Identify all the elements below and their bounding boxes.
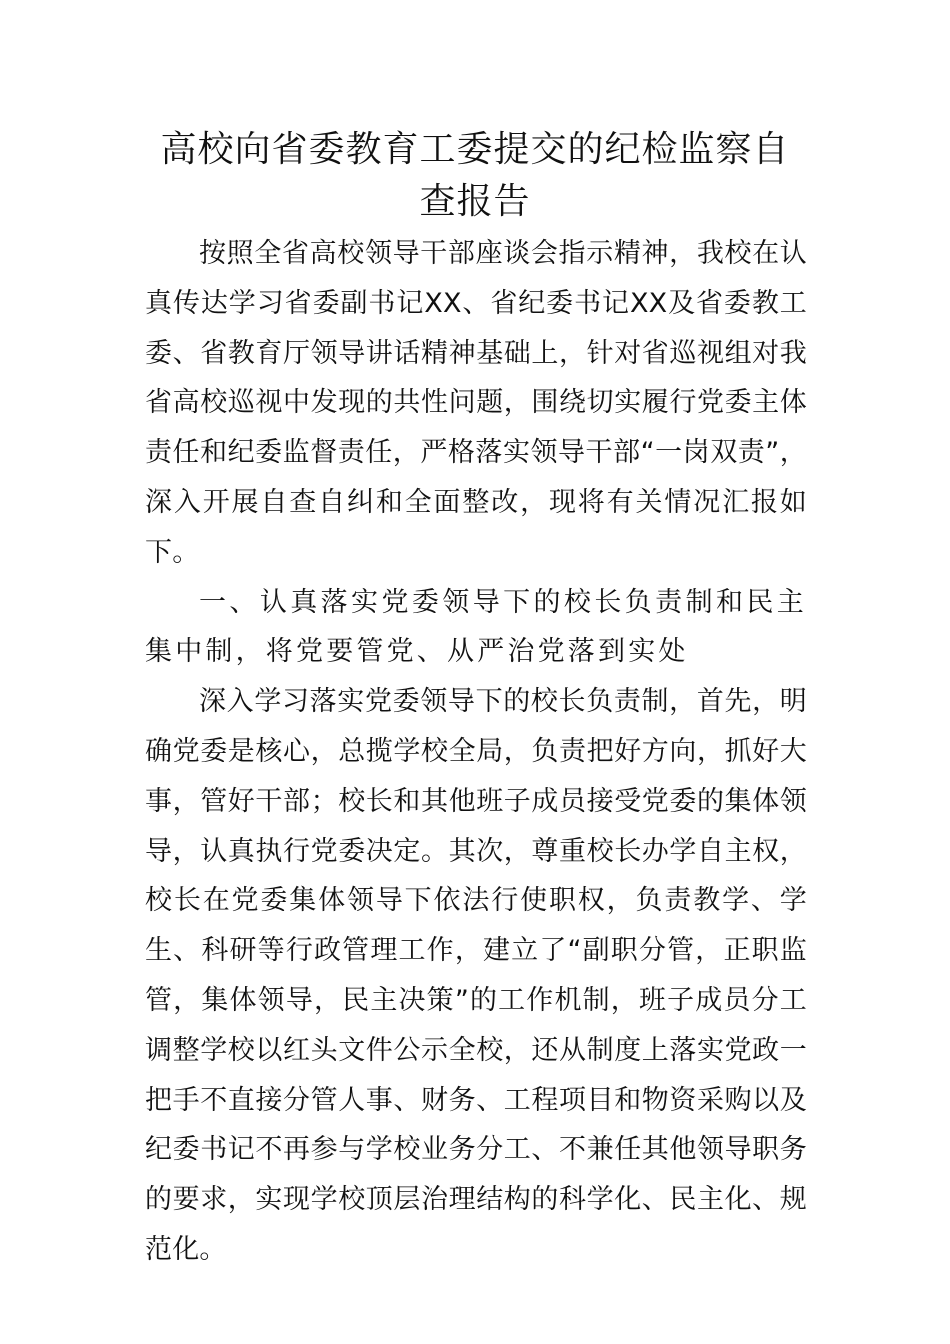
document-title: 高校向省委教育工委提交的纪检监察自查报告: [160, 129, 790, 222]
section-paragraph: 深入学习落实党委领导下的校长负责制，首先，明确党委是核心，总揽学校全局，负责把好方向，抓好大事，管好干部；校长和其他班子成员接受党委的集体领导，认真执行党委决定。其次，尊重校长办学自主权，校长在党委集体领导下依法行使职权，负责教学、学生、科研等行政管理工作，建立了“副职分管，正职监管，集体领导，民主决策”的工作机制，班子成员分工调整学校以红头文件公示全校，还从制度上落实党政一把手不直接分管人事、财务、工程项目和物资采购以及纪委书记不再参与学校业务分工、不兼任其他领导职务的要求，实现学校顶层治理结构的科学化、民主化、规范化。: [145, 686, 807, 1265]
document-body: [145, 229, 807, 1275]
section-heading: 一、认真落实党委领导下的校长负责制和民主集中制，将党要管党、从严治党落到实处: [145, 586, 807, 668]
intro-paragraph: 按照全省高校领导干部座谈会指示精神，我校在认真传达学习省委副书记XX、省纪委书记XX及省委教工委、省教育厅领导讲话精神基础上，针对省巡视组对我省高校巡视中发现的共性问题，围绕切实履行党委主体责任和纪委监督责任，严格落实领导干部“一岗双责”，深入开展自查自纠和全面整改，现将有关情况汇报如下。: [145, 238, 807, 568]
